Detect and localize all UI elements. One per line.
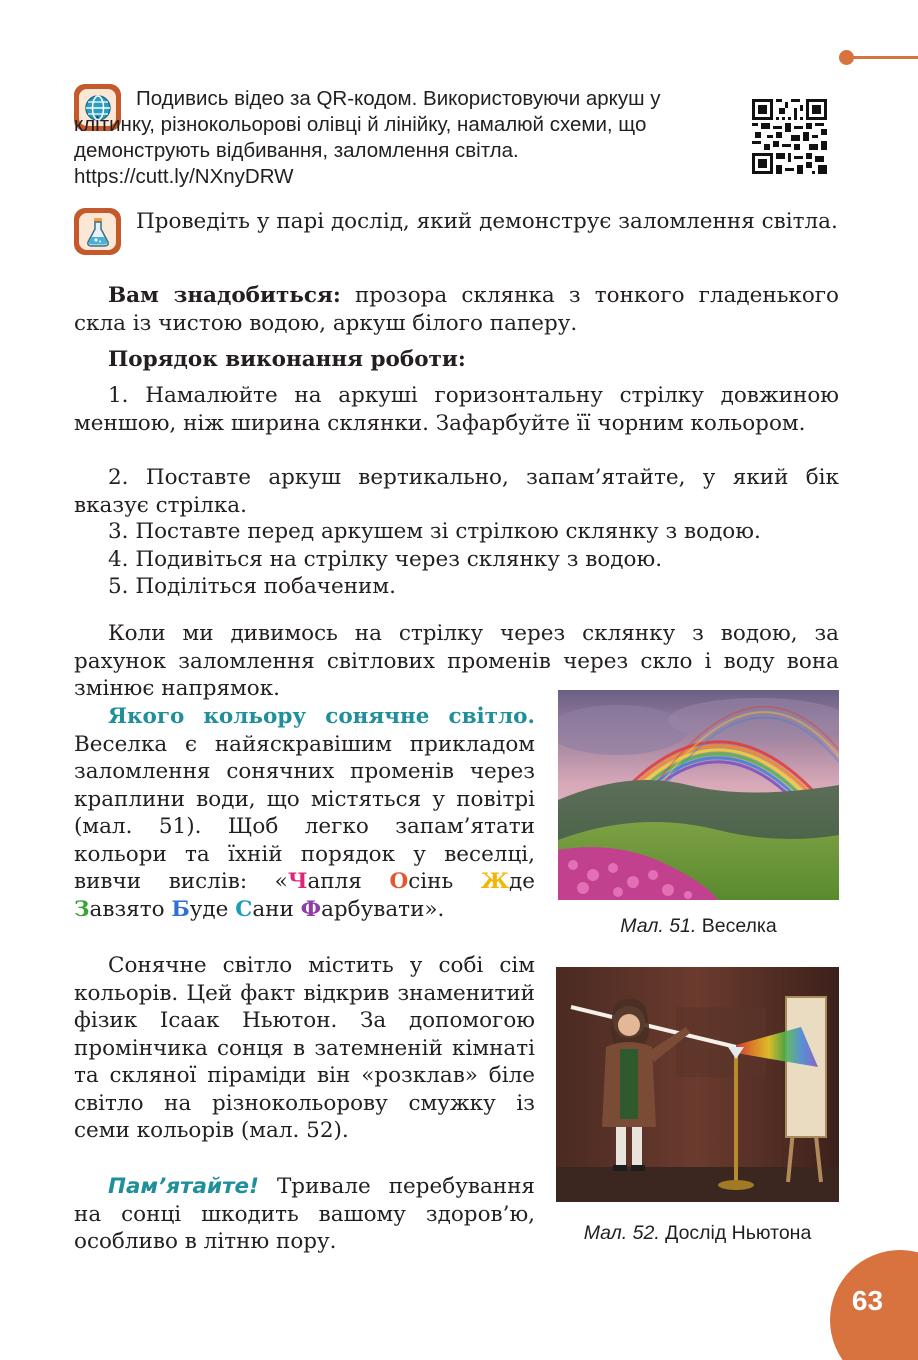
mnemonic-rest: арбувати (321, 896, 425, 922)
mnemonic-word (301, 897, 425, 922)
figure-51-number: Мал. 51. (620, 915, 697, 937)
materials-paragraph (74, 282, 839, 337)
figure-52-title: Дослід Ньютона (659, 1222, 812, 1244)
mnemonic-word (171, 897, 235, 922)
mnemonic-rest: уде (189, 896, 236, 922)
figure-51-caption (558, 915, 839, 938)
mnemonic-word (481, 869, 535, 894)
mnemonic-letter: О (389, 869, 409, 894)
materials-label: Вам знадобиться: (108, 283, 341, 308)
mnemonic-rest: апля (307, 869, 390, 894)
mnemonic-letter: С (235, 896, 253, 922)
mnemonic-word (74, 897, 171, 922)
sunlight-text: Веселка є найяскравішим прикладом заломлення сонячних променів через краплини води, що містяться у повітрі (мал. 51). Щоб легко запам’ятати кольори та їхній порядок у веселці, вивчи вислів: « (74, 731, 535, 894)
materials-text: прозора склянка з тонкого гладенького скла із чистою водою, аркуш білого паперу. (74, 283, 840, 336)
mnemonic-word (389, 869, 480, 894)
mnemonic-word (235, 897, 300, 922)
remember-label: Пам’ятайте! (108, 1174, 259, 1199)
header-accent-dot (839, 50, 854, 65)
newton-paragraph: Сонячне світло містить у собі сім кольорів. Цей факт відкрив знаменитий фізик Ісаак Ньютон. За допомогою промінчика сонця в затемненій кімнаті та скляної піраміди він «розклав» біле світло на різнокольорову смужку із семи кольорів (мал. 52). (74, 953, 535, 1143)
procedure-step-5: 5. Поділіться побаченим. (108, 574, 396, 599)
header-accent-line (850, 56, 918, 59)
figure-52-number: Мал. 52. (583, 1222, 660, 1244)
remember-paragraph (74, 1173, 535, 1256)
intro-paragraph: Коли ми дивимось на стрілку через склянку з водою, за рахунок заломлення світлових променів через скло і воду вона змінює напрямок. (74, 621, 839, 701)
mnemonic-word (288, 869, 390, 894)
procedure-step-3: 3. Поставте перед аркушем зі стрілкою склянку з водою. (108, 519, 761, 544)
mnemonic-rest: сінь (408, 869, 481, 894)
mnemonic-letter: Ч (287, 869, 308, 894)
remember-text: Тривале перебування на сонці шкодить вашому здоров’ю, особливо в літню пору. (74, 1174, 535, 1254)
qr-instructions: Подивись відео за QR-кодом. Використовуючи аркуш у клітинку, різнокольорові олівці й лінійку, намалюй схеми, що демонструють відбивання, заломлення світла. https://cutt.ly/NXnyDRW (74, 87, 661, 188)
mnemonic-letter: Б (171, 896, 190, 922)
figure-51-title: Веселка (696, 915, 777, 937)
newton-experiment-photo (556, 967, 839, 1202)
mnemonic-rest: ани (252, 896, 301, 922)
mnemonic-letter: З (74, 896, 90, 922)
page-number: 63 (851, 1285, 884, 1316)
mnemonic-letter: Ж (480, 869, 510, 894)
qr-code[interactable] (752, 99, 827, 174)
mnemonic-letter: Ф (300, 896, 322, 922)
figure-52-caption (556, 1222, 839, 1245)
procedure-title: Порядок виконання роботи: (108, 347, 466, 372)
flask-icon (74, 208, 121, 255)
procedure-step-4: 4. Подивіться на стрілку через склянку з водою. (108, 547, 663, 572)
sunlight-paragraph (74, 703, 535, 923)
rainbow-photo (558, 690, 839, 900)
experiment-task: Проведіть у парі дослід, який демонструє заломлення світла. (136, 209, 838, 234)
procedure-step-1: 1. Намалюйте на аркуші горизонтальну стрілку довжиною меншою, ніж ширина склянки. Зафарбуйте її чорним кольором. (74, 383, 839, 436)
mnemonic-rest: де (509, 869, 535, 894)
sunlight-text-end: ». (424, 896, 445, 922)
procedure-step-2: 2. Поставте аркуш вертикально, запам’ятайте, у який бік вказує стрілка. (74, 465, 839, 518)
sunlight-heading: Якого кольору сонячне світло. (108, 704, 535, 729)
mnemonic-rest: авзято (89, 896, 172, 922)
